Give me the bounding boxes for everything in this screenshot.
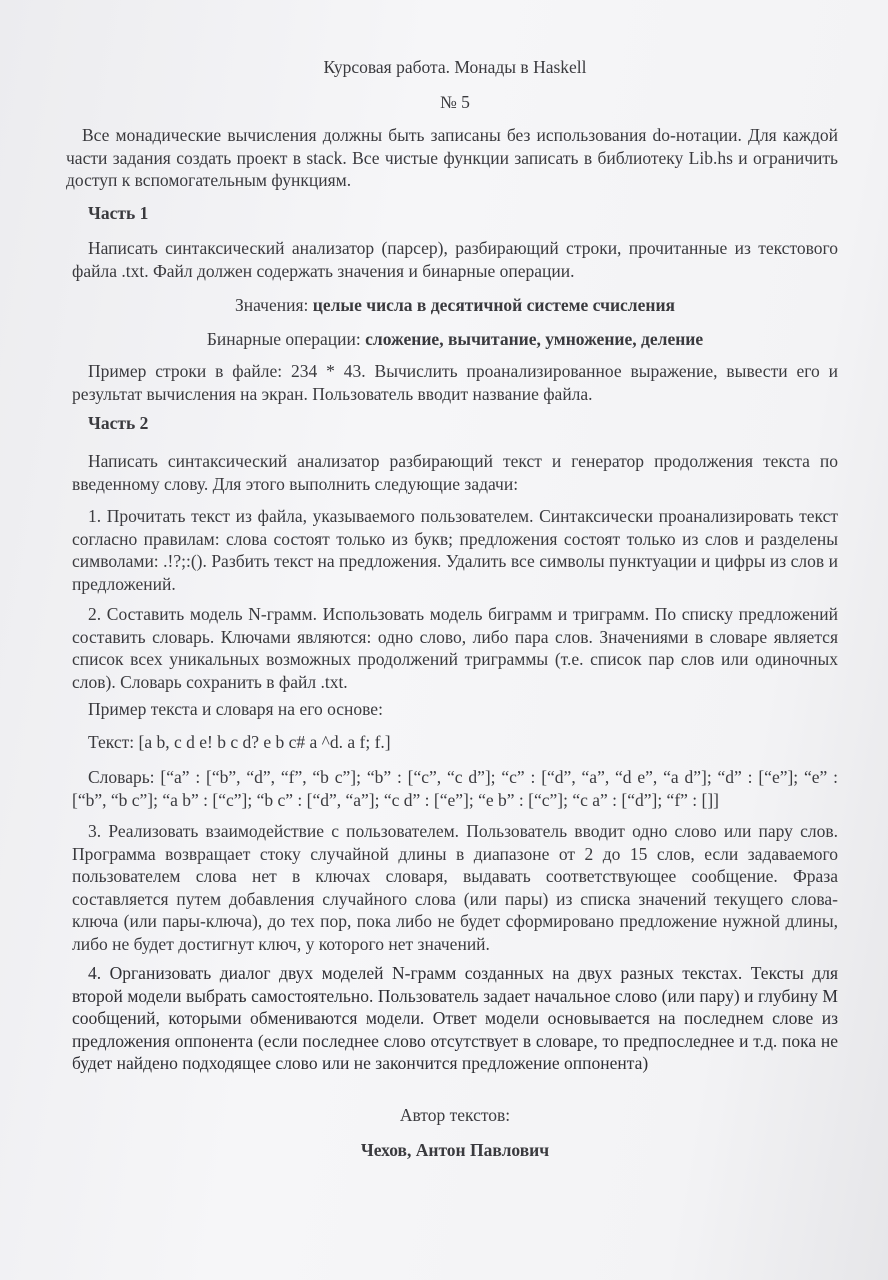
author-label: Автор текстов: [399,1105,511,1125]
document-title: Курсовая работа. Монады в Haskell [323,57,587,77]
task-3: 3. Реализовать взаимодействие с пользователем. Пользователь вводит одно слово или пару слов. Программа возвращает стоку случайной длины в диапазоне от 2 до 15 слов, если задаваемого пользователем слова нет в ключах словаря, выдавать соответствующее сообщение. Фраза составляется путем добавления случайного слова (или пары) из списка значений текущего слова-ключа (или пары-ключа), до тех пор, пока либо не будет сформировано предложение нужной длины, либо не будет достигнут ключ, у которого нет значений. [72,821,838,954]
example-dictionary: Словарь: [“a” : [“b”, “d”, “f”, “b c”]; “b” : [“c”, “c d”]; “c” : [“d”, “a”, “d e”, “a d”]; “d” : [“e”]; “e” : [“b”, “b c”]; “a b” : [“c”]; “b c” : [“d”, “a”]; “c d” : [“e”]; “e b” : [“c”]; “c a” : [“d”]; “f” : []] [72,767,838,810]
values-text: целые числа в десятичной системе счисления [312,295,676,315]
part2-heading: Часть 2 [88,413,149,433]
part1-heading: Часть 1 [88,203,149,223]
part2-text: Написать синтаксический анализатор разбирающий текст и генератор продолжения текста по введенному слову. Для этого выполнить следующие задачи: [72,451,838,494]
values-label: Значения: [234,295,313,315]
example-text: Текст: [a b, c d e! b c d? e b c# a ^d. a f; f.] [88,732,391,752]
intro-paragraph: Все монадические вычисления должны быть записаны без использования do-нотации. Для каждой части задания создать проект в stack. Все чистые функции записать в библиотеку Lib.hs и ограничить доступ к вспомогательным функциям. [66,125,838,190]
ops-text: сложение, вычитание, умножение, деление [365,329,704,349]
example-intro: Пример текста и словаря на его основе: [88,699,383,719]
task-4: 4. Организовать диалог двух моделей N-грамм созданных на двух разных текстах. Тексты для второй модели выбрать самостоятельно. Пользователь задает начальное слово (или пару) и глубину M сообщений, которыми обмениваются модели. Ответ модели основывается на последнем слове из предложения оппонента (если последнее слово отсутствует в словаре, то предпоследнее и т.д. пока не будет найдено подходящее слово или не закончится предложение оппонента) [72,963,838,1073]
ops-label: Бинарные операции: [206,329,366,349]
task-1: 1. Прочитать текст из файла, указываемого пользователем. Синтаксически проанализировать текст согласно правилам: слова состоят только из букв; предложения состоят только из слов и разделены символами: .!?;:(). Разбить текст на предложения. Удалить все символы пунктуации и цифры из слов и предложений. [72,506,838,594]
part1-text: Написать синтаксический анализатор (парсер), разбирающий строки, прочитанные из текстового файла .txt. Файл должен содержать значения и бинарные операции. [72,238,838,281]
variant-number: № 5 [440,92,470,112]
part1-values [72,294,838,317]
part1-example: Пример строки в файле: 234 * 43. Вычислить проанализированное выражение, вывести его и результат вычисления на экран. Пользователь вводит название файла. [72,361,838,404]
task-2: 2. Составить модель N-грамм. Использовать модель биграмм и триграмм. По списку предложений составить словарь. Ключами являются: одно слово, либо пара слов. Значениями в словаре является список всех уникальных возможных продолжений триграммы (т.е. список пар слов или одиночных слов). Словарь сохранить в файл .txt. [72,604,838,692]
author-name: Чехов, Антон Павлович [360,1140,550,1160]
part1-operations [72,328,838,351]
